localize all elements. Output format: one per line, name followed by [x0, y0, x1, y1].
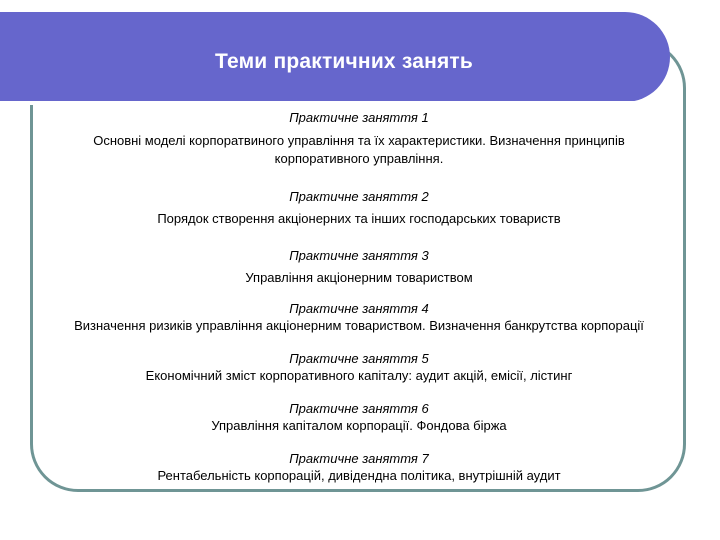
session-label: Практичне заняття 6: [289, 401, 429, 416]
session-item: [44, 189, 674, 228]
session-description: Управління капіталом корпорації. Фондова біржа: [211, 418, 507, 433]
session-item: [44, 451, 674, 485]
session-item: [44, 301, 674, 335]
session-description: Рентабельність корпорацій, дивідендна політика, внутрішній аудит: [157, 468, 561, 483]
session-item: [44, 248, 674, 287]
session-label: Практичне заняття 4: [289, 301, 429, 316]
session-description: Визначення ризиків управління акціонерним товариством. Визначення банкрутства корпорації: [74, 318, 644, 333]
slide-title: Теми практичних занять: [214, 50, 474, 73]
session-label: Практичне заняття 2: [289, 189, 429, 204]
session-label: Практичне заняття 7: [289, 451, 429, 466]
session-item: [44, 351, 674, 385]
session-description: Основні моделі корпоратвиного управління та їх характеристики. Визначення принципів корпоративного управління.: [93, 133, 625, 166]
session-item: [44, 401, 674, 435]
session-item: [44, 110, 674, 168]
session-label: Практичне заняття 3: [289, 248, 429, 263]
session-description: Управління акціонерним товариством: [245, 270, 473, 285]
sessions-list: [44, 110, 674, 485]
session-label: Практичне заняття 1: [289, 110, 429, 125]
session-label: Практичне заняття 5: [289, 351, 429, 366]
session-description: Порядок створення акціонерних та інших господарських товариств: [157, 211, 561, 226]
session-description: Економічний зміст корпоративного капіталу: аудит акцій, емісії, лістинг: [145, 368, 573, 383]
